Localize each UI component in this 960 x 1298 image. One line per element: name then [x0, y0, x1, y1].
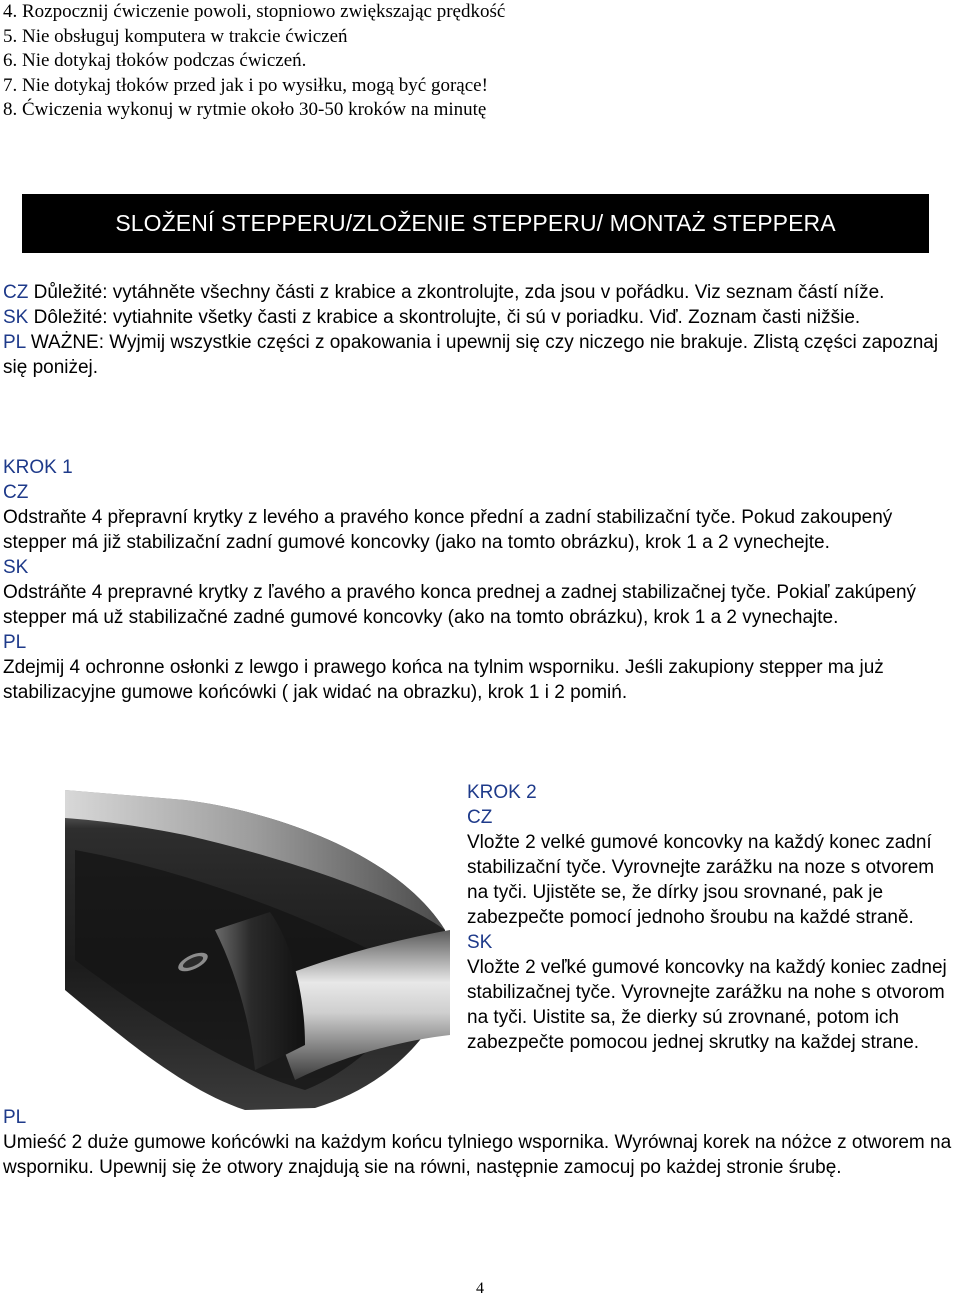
step-1-title: KROK 1	[3, 457, 73, 478]
banner-title: SLOŽENÍ STEPPERU/ZLOŽENIE STEPPERU/ MONTAŻ STEPPERA	[115, 210, 836, 236]
step-2-title: KROK 2	[467, 782, 537, 803]
step-2-pl-text: Umieść 2 duże gumowe końcówki na każdym końcu tylniego wspornika. Wyrównaj korek na nóżce z otworem na wsporniku. Upewnij się że otwory znajdują sie na równi, następnie zamocuj po każdej stronie śrubę.	[3, 1132, 952, 1178]
step-2-cz-tag: CZ	[467, 807, 493, 828]
list-item: 7. Nie dotykaj tłoków przed jak i po wysiłku, mogą być gorące!	[3, 74, 488, 96]
step-2-section	[467, 780, 957, 1055]
step-1-cz-text: Odstraňte 4 přepravní krytky z levého a pravého konce přední a zadní stabilizační tyče. Pokud zakoupený stepper má již stabilizační zadní gumové koncovky (jako na tomto obrázku), krok 1 a 2 vynechejte.	[3, 507, 893, 553]
intro-section	[3, 280, 958, 380]
step-2-pl-tag: PL	[3, 1107, 27, 1128]
safety-list	[3, 0, 943, 123]
intro-cz	[3, 280, 958, 305]
step-1-sk-tag: SK	[3, 557, 29, 578]
intro-pl-text: WAŻNE: Wyjmij wszystkie części z opakowania i upewnij się czy niczego nie brakuje. Zlistą części zapoznaj się poniżej.	[3, 332, 939, 378]
step-2-pl-section	[3, 1105, 958, 1180]
step-2-sk-text: Vložte 2 veľké gumové koncovky na každý koniec zadnej stabilizačnej tyče. Vyrovnejte zarážku na nohe s otvorom na tyči. Uistite sa, že dierky sú zrovnané, potom ich zabezpečte pomocou jednej skrutky na každej strane.	[467, 957, 947, 1053]
rubber-end-cap-image	[65, 790, 450, 1110]
step-1-cz-tag: CZ	[3, 482, 29, 503]
step-1-pl-text: Zdejmij 4 ochronne osłonki z lewgo i prawego końca na tylnim wsporniku. Jeśli zakupiony stepper ma już stabilizacyjne gumowe końcówki ( jak widać na obrazku), krok 1 i 2 pomiń.	[3, 657, 884, 703]
list-item: 4. Rozpocznij ćwiczenie powoli, stopniowo zwiększając prędkość	[3, 1, 506, 22]
lang-tag-pl: PL	[3, 332, 26, 353]
intro-pl	[3, 330, 958, 380]
list-item: 6. Nie dotykaj tłoków podczas ćwiczeń.	[3, 50, 307, 71]
intro-sk-text: Dôležité: vytiahnite všetky časti z krabice a skontrolujte, či sú v poriadku. Viď. Zoznam časti nižšie.	[33, 307, 861, 328]
step-2-sk-tag: SK	[467, 932, 493, 953]
list-item: 8. Ćwiczenia wykonuj w rytmie około 30-50 kroków na minutę	[3, 99, 487, 120]
section-banner	[22, 194, 929, 253]
step-2-cz-text: Vložte 2 velké gumové koncovky na každý konec zadní stabilizační tyče. Vyrovnejte zarážku na noze s otvorem na tyči. Ujistěte se, že dírky jsou srovnané, pak je zabezpečte pomocí jednoho šroubu na každé straně.	[467, 832, 935, 928]
end-cap-illustration	[65, 790, 450, 1110]
intro-cz-text: Důležité: vytáhněte všechny části z krabice a zkontrolujte, zda jsou v pořádku. Viz seznam částí níže.	[33, 282, 885, 303]
lang-tag-sk: SK	[3, 307, 29, 328]
page-number: 4	[476, 1280, 484, 1297]
step-1-sk-text: Odstráňte 4 prepravné krytky z ľavého a pravého konca prednej a zadnej stabilizačnej tyče. Pokiaľ zakúpený stepper má už stabilizačné zadné gumové koncovky (ako na tomto obrázku), krok 1 a 2 vynechajte.	[3, 582, 917, 628]
intro-sk	[3, 305, 958, 330]
step-1-pl-tag: PL	[3, 632, 27, 653]
lang-tag-cz: CZ	[3, 282, 29, 303]
list-item: 5. Nie obsługuj komputera w trakcie ćwiczeń	[3, 25, 348, 47]
step-1-section	[3, 455, 958, 705]
